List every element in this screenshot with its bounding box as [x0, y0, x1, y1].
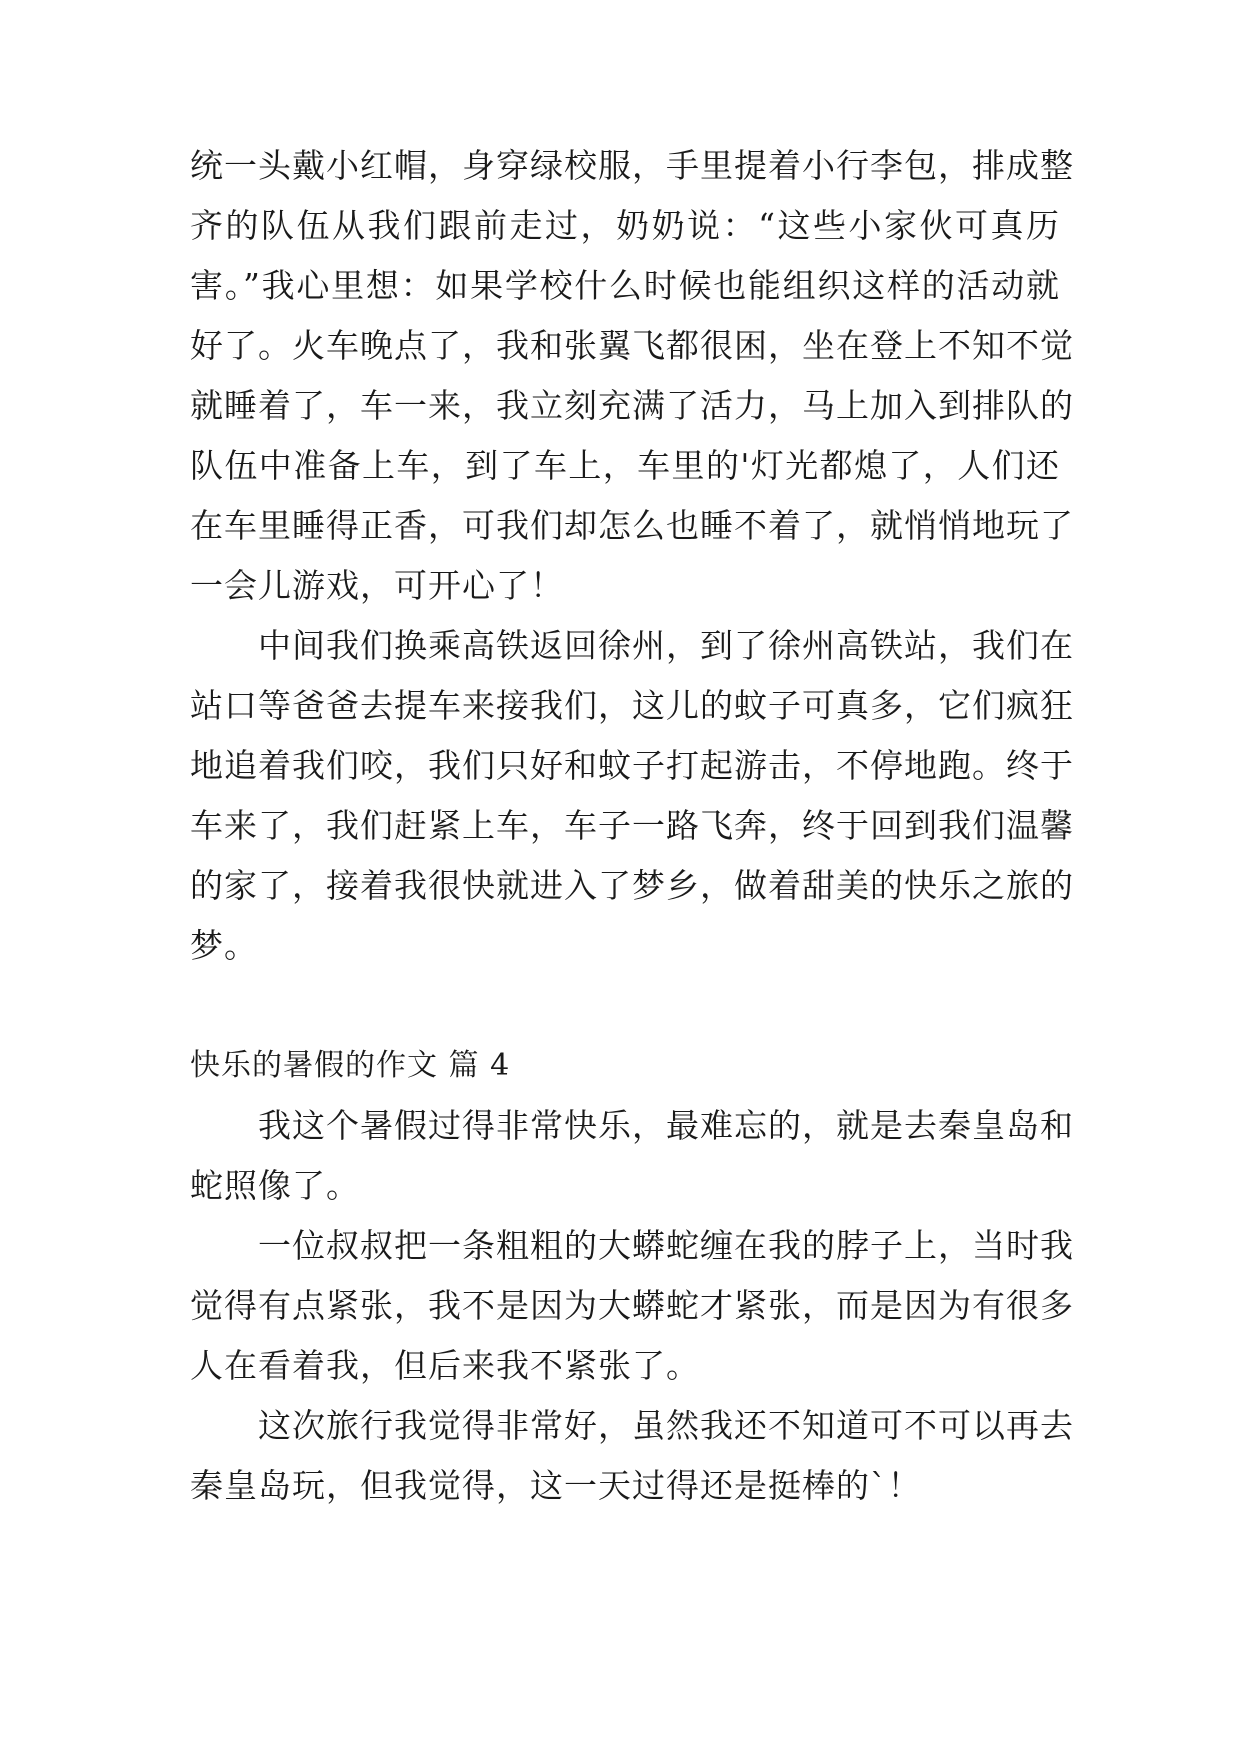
text-line: 人在看着我，但后来我不紧张了。 — [190, 1346, 700, 1385]
text-line: 中间我们换乘高铁返回徐州，到了徐州高铁站，我们在 — [258, 626, 1074, 665]
text-line: 统一头戴小红帽，身穿绿校服，手里提着小行李包，排成整 — [190, 146, 1074, 185]
text-line: 秦皇岛玩，但我觉得，这一天过得还是挺棒的`！ — [190, 1466, 922, 1505]
text-line: 蛇照像了。 — [190, 1166, 360, 1205]
paragraph — [190, 1216, 1074, 1396]
text-line: 就睡着了，车一来，我立刻充满了活力，马上加入到排队的 — [190, 386, 1074, 425]
text-line: 觉得有点紧张，我不是因为大蟒蛇才紧张，而是因为有很多 — [190, 1286, 1074, 1325]
section-heading-block — [190, 1036, 1060, 1096]
text-line: 在车里睡得正香，可我们却怎么也睡不着了，就悄悄地玩了 — [190, 506, 1074, 545]
paragraph — [190, 136, 1074, 616]
paragraph — [190, 1396, 1074, 1516]
text-line: 一位叔叔把一条粗粗的大蟒蛇缠在我的脖子上，当时我 — [258, 1226, 1074, 1265]
text-line: 梦。 — [190, 926, 258, 965]
text-line: 好了。火车晚点了，我和张翼飞都很困，坐在登上不知不觉 — [190, 326, 1074, 365]
text-line: 这次旅行我觉得非常好，虽然我还不知道可不可以再去 — [258, 1406, 1074, 1445]
text-line: 我这个暑假过得非常快乐，最难忘的，就是去秦皇岛和 — [258, 1106, 1074, 1145]
text-line: 齐的队伍从我们跟前走过，奶奶说：“这些小家伙可真历 — [190, 206, 1060, 245]
text-line: 站口等爸爸去提车来接我们，这儿的蚊子可真多，它们疯狂 — [190, 686, 1074, 725]
text-line: 地追着我们咬，我们只好和蚊子打起游击，不停地跑。终于 — [190, 746, 1074, 785]
paragraph — [190, 1096, 1074, 1216]
text-line: 害。”我心里想：如果学校什么时候也能组织这样的活动就 — [190, 266, 1060, 305]
section-heading: 快乐的暑假的作文 篇 4 — [190, 1048, 511, 1083]
text-line: 车来了，我们赶紧上车，车子一路飞奔，终于回到我们温馨 — [190, 806, 1074, 845]
paragraph — [190, 616, 1074, 976]
text-line: 一会儿游戏，可开心了！ — [190, 566, 564, 605]
text-line: 的家了，接着我很快就进入了梦乡，做着甜美的快乐之旅的 — [190, 866, 1074, 905]
text-line: 队伍中准备上车，到了车上，车里的'灯光都熄了，人们还 — [190, 446, 1060, 485]
